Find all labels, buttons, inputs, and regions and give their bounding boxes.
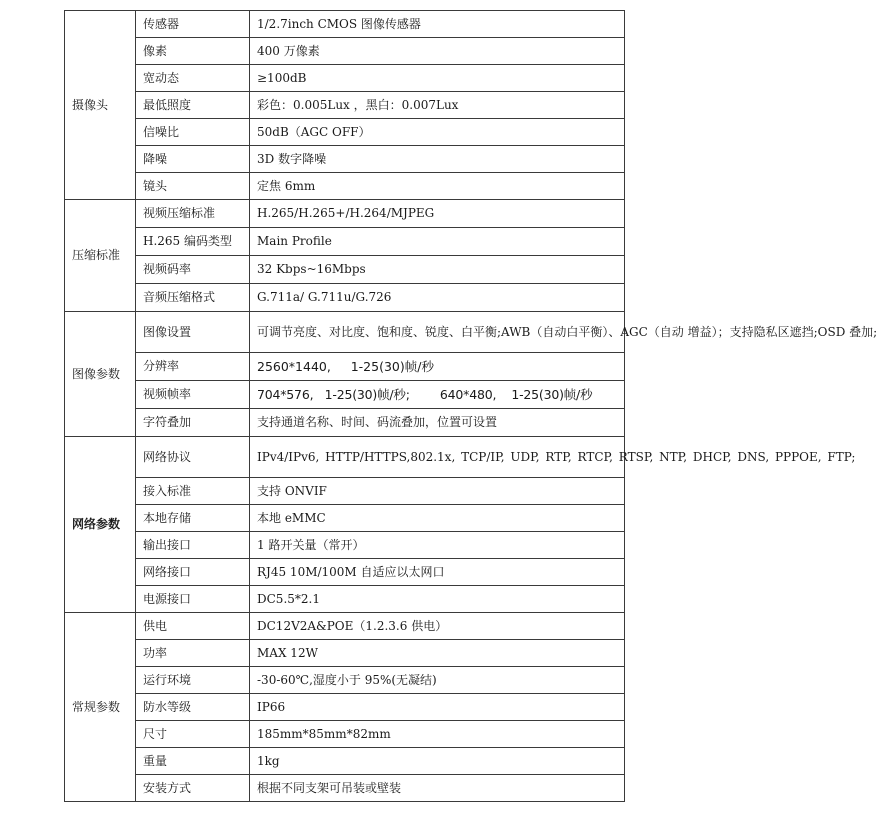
param-name: 供电 — [136, 613, 250, 640]
table-row — [65, 409, 625, 437]
param-name: 音频压缩格式 — [136, 284, 250, 312]
param-name: 尺寸 — [136, 721, 250, 748]
table-row — [65, 478, 625, 505]
param-value: 400 万像素 — [250, 38, 625, 65]
param-value: -30-60℃,湿度小于 95%(无凝结) — [250, 667, 625, 694]
table-row — [65, 256, 625, 284]
param-name: 运行环境 — [136, 667, 250, 694]
table-row — [65, 146, 625, 173]
param-value: 50dB（AGC OFF） — [250, 119, 625, 146]
table-row — [65, 284, 625, 312]
param-name: 传感器 — [136, 11, 250, 38]
table-row — [65, 312, 625, 353]
param-name: 接入标准 — [136, 478, 250, 505]
param-value: DC5.5*2.1 — [250, 586, 625, 613]
table-row — [65, 381, 625, 409]
param-name: 镜头 — [136, 173, 250, 200]
param-value: IPv4/IPv6, HTTP/HTTPS,802.1x, TCP/IP, UDP, RTP, RTCP, RTSP, NTP, DHCP, DNS, PPPOE, FTP; — [250, 437, 625, 478]
table-row — [65, 11, 625, 38]
param-name: 电源接口 — [136, 586, 250, 613]
param-name: 视频码率 — [136, 256, 250, 284]
param-value: 185mm*85mm*82mm — [250, 721, 625, 748]
table-row — [65, 613, 625, 640]
param-name: 安装方式 — [136, 775, 250, 802]
param-value: 可调节亮度、对比度、饱和度、锐度、白平衡;AWB（自动白平衡）、AGC（自动 增益）；支持隐私区遮挡;OSD 叠加; — [250, 312, 625, 353]
param-name: 像素 — [136, 38, 250, 65]
table-row — [65, 200, 625, 228]
table-row — [65, 775, 625, 802]
table-row — [65, 173, 625, 200]
category-compression: 压缩标准 — [65, 200, 136, 312]
param-name: 网络接口 — [136, 559, 250, 586]
param-name: 功率 — [136, 640, 250, 667]
param-value: DC12V2A&POE（1.2.3.6 供电） — [250, 613, 625, 640]
table-row — [65, 586, 625, 613]
param-value: 2560*1440, 1-25(30)帧/秒 — [250, 353, 625, 381]
param-name: 输出接口 — [136, 532, 250, 559]
param-value: G.711a/ G.711u/G.726 — [250, 284, 625, 312]
param-value: 彩色：0.005Lux ，黑白：0.007Lux — [250, 92, 625, 119]
param-value: ≥100dB — [250, 65, 625, 92]
spec-table — [64, 10, 877, 802]
param-name: 分辨率 — [136, 353, 250, 381]
table-row — [65, 667, 625, 694]
param-name: 降噪 — [136, 146, 250, 173]
param-value: IP66 — [250, 694, 625, 721]
param-value: 1 路开关量（常开） — [250, 532, 625, 559]
table-row — [65, 65, 625, 92]
param-value: Main Profile — [250, 228, 625, 256]
table-row — [65, 437, 625, 478]
table-row — [65, 38, 625, 65]
param-value: 支持通道名称、时间、码流叠加，位置可设置 — [250, 409, 625, 437]
param-value: 32 Kbps~16Mbps — [250, 256, 625, 284]
table-row — [65, 119, 625, 146]
category-general: 常规参数 — [65, 613, 136, 802]
param-value: 704*576, 1-25(30)帧/秒; 640*480, 1-25(30)帧/秒 — [250, 381, 625, 409]
param-value: 3D 数字降噪 — [250, 146, 625, 173]
table-row — [65, 92, 625, 119]
param-value: 支持 ONVIF — [250, 478, 625, 505]
table-row — [65, 353, 625, 381]
param-name: 宽动态 — [136, 65, 250, 92]
category-camera: 摄像头 — [65, 11, 136, 200]
param-name: 网络协议 — [136, 437, 250, 478]
param-value: 1/2.7inch CMOS 图像传感器 — [250, 11, 625, 38]
param-name: 字符叠加 — [136, 409, 250, 437]
param-value: RJ45 10M/100M 自适应以太网口 — [250, 559, 625, 586]
table-row — [65, 694, 625, 721]
param-name: 信噪比 — [136, 119, 250, 146]
category-image: 图像参数 — [65, 312, 136, 437]
param-name: 防水等级 — [136, 694, 250, 721]
table-row — [65, 640, 625, 667]
table-row — [65, 505, 625, 532]
param-value: H.265/H.265+/H.264/MJPEG — [250, 200, 625, 228]
param-name: 最低照度 — [136, 92, 250, 119]
param-value: 本地 eMMC — [250, 505, 625, 532]
param-value: 根据不同支架可吊装或壁装 — [250, 775, 625, 802]
param-name: 重量 — [136, 748, 250, 775]
table-row — [65, 228, 625, 256]
param-value: MAX 12W — [250, 640, 625, 667]
param-name: 图像设置 — [136, 312, 250, 353]
table-row — [65, 532, 625, 559]
table-row — [65, 559, 625, 586]
category-network: 网络参数 — [65, 437, 136, 613]
table-row — [65, 748, 625, 775]
param-name: H.265 编码类型 — [136, 228, 250, 256]
param-value: 1kg — [250, 748, 625, 775]
param-name: 视频压缩标准 — [136, 200, 250, 228]
param-value: 定焦 6mm — [250, 173, 625, 200]
param-name: 视频帧率 — [136, 381, 250, 409]
table-row — [65, 721, 625, 748]
param-name: 本地存储 — [136, 505, 250, 532]
